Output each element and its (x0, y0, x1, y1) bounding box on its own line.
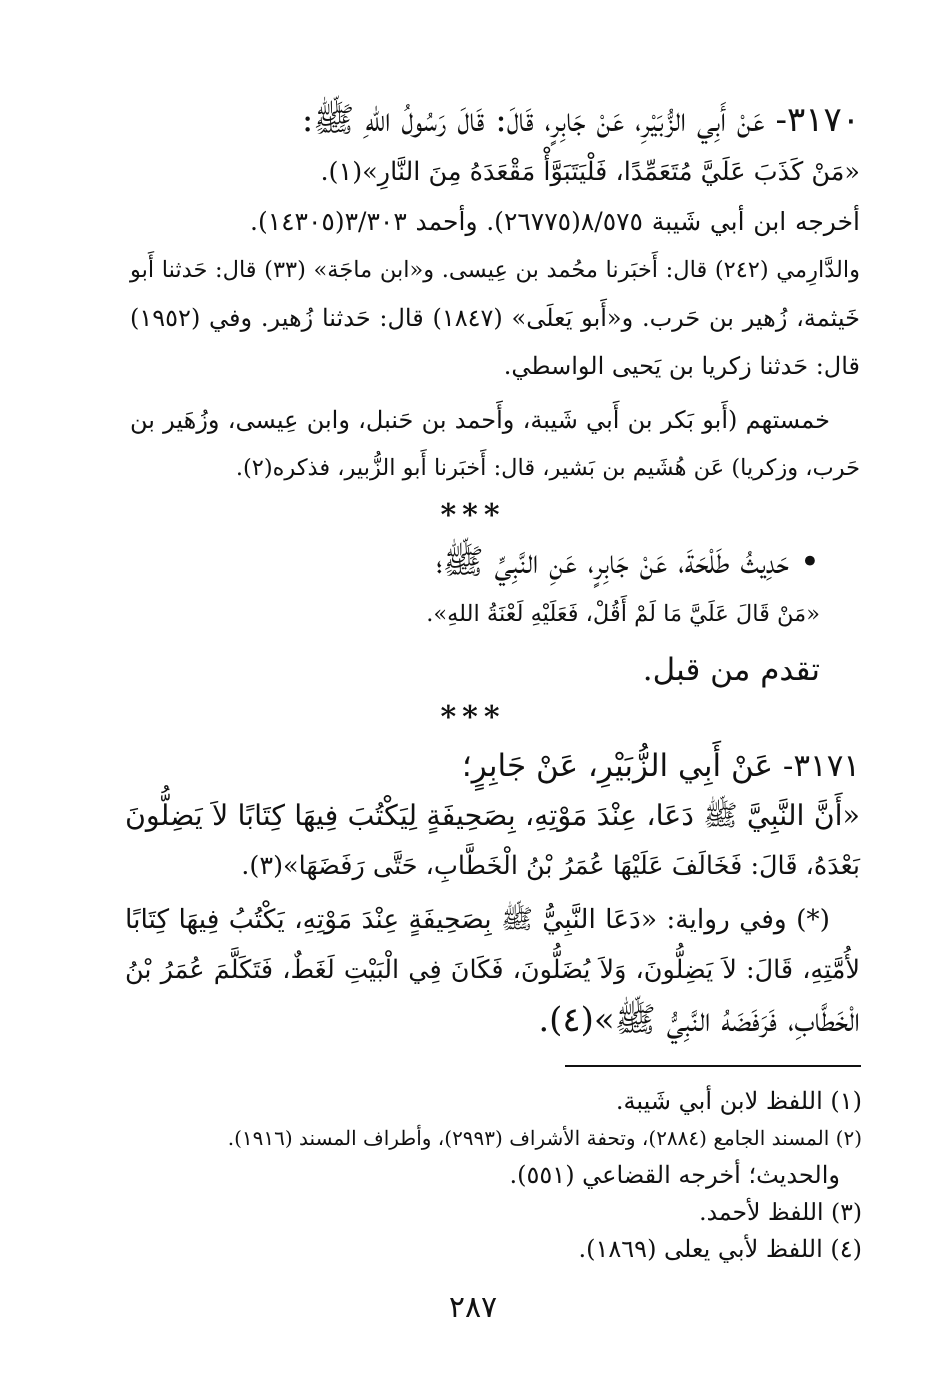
riwaya-line: (*) وفي رواية: «دَعَا النَّبِيُّ ﷺ بِصَحِيفَةٍ عِنْدَ مَوْتِهِ، يَكْتُبُ فِيهَا كِتَابًا (125, 904, 830, 935)
section-separator: *** (440, 498, 506, 533)
takhrij-line: قال: حَدثنا زكريا بن يَحيى الواسطي. (503, 352, 860, 380)
takhrij-line: والدَّارِمي (٢٤٢) قال: أَخبَرنا محُمد بن عِيسى. و«ابن ماجَة» (٣٣) قال: حَدثنا أَبو (130, 257, 860, 283)
footnote: (٤) اللفظ لأبي يعلى (١٨٦٩). (578, 1235, 862, 1263)
hadith-3170-heading: ٣١٧٠- عَنْ أَبِي الزُّبَيْرِ، عَنْ جَابِرٍ، قَالَ: قَالَ رَسُولُ اللهِ ﷺ: (301, 100, 860, 140)
hadith-3170-matn: «مَنْ كَذَبَ عَلَيَّ مُتَعَمِّدًا، فَلْيَتَبَوَّأْ مَقْعَدَهُ مِنَ النَّارِ»(١). (320, 157, 860, 187)
riwaya-line: الْخَطَّابِ، فَرَفَضَهُ النَّبِيُّ ﷺ»(٤). (538, 1000, 860, 1040)
hadith-3171-matn-line: «أَنَّ النَّبِيَّ ﷺ دَعَا، عِنْدَ مَوْتِهِ، بِصَحِيفَةٍ لِيَكْتُبَ فِيهَا كِتَابًا لاَ يَضِلُّونَ (125, 799, 860, 832)
isnad-summary-line: خمستهم (أَبو بَكر بن أَبي شَيبة، وأَحمد بن حَنبل، وابن عِيسى، وزُهَير بن (130, 406, 830, 434)
talha-matn: «مَنْ قَالَ عَلَيَّ مَا لَمْ أَقُلْ، فَعَلَيْهِ لَعْنَةُ اللهِ». (426, 601, 820, 627)
takhrij-line: خَيثمة، زُهير بن حَرب. و«أَبو يَعلَى» (١٨٤٧) قال: حَدثنا زُهير. وفي (١٩٥٢) (130, 304, 860, 332)
riwaya-line: لأُمَّتِهِ، قَالَ: لاَ يَضِلُّونَ، وَلاَ يُضَلُّونَ، فَكَانَ فِي الْبَيْتِ لَغَطٌ، فَتَكَلَّمَ عُمَرُ بْنُ (125, 955, 860, 985)
page-number: ٢٨٧ (448, 1290, 498, 1325)
footnote: (٢) المسند الجامع (٢٨٨٤)، وتحفة الأشراف (٢٩٩٣)، وأطراف المسند (١٩١٦). (227, 1126, 862, 1150)
talha-note: تقدم من قبل. (642, 652, 820, 688)
hadith-3171-heading: ٣١٧١- عَنْ أَبِي الزُّبَيْرِ، عَنْ جَابِرٍ؛ (461, 748, 860, 784)
footnote: والحديث؛ أخرجه القضاعي (٥٥١). (509, 1161, 840, 1189)
footnote: (٣) اللفظ لأحمد. (699, 1198, 862, 1226)
footnote-divider (565, 1065, 861, 1067)
footnote: (١) اللفظ لابن أبي شَيبة. (615, 1087, 862, 1115)
section-separator: *** (440, 700, 506, 735)
talha-heading: • حَدِيثُ طَلْحَةَ، عَنْ جَابِرٍ، عَنِ النَّبِيِّ ﷺ؛ (435, 542, 820, 582)
hadith-3171-matn-line: بَعْدَهُ، قَالَ: فَخَالَفَ عَلَيْهَا عُمَرُ بْنُ الْخَطَّابِ، حَتَّى رَفَضَهَا»(٣). (241, 851, 860, 881)
takhrij-line: أخرجه ابن أبي شَيبة ٨/٥٧٥(٢٦٧٧٥). وأحمد ٣/٣٠٣(١٤٣٠٥). (250, 207, 860, 236)
isnad-summary-line: حَرب، وزكريا) عَن هُشَيم بن بَشير، قال: أَخبَرنا أَبو الزُّبير، فذكره(٢). (235, 455, 860, 481)
